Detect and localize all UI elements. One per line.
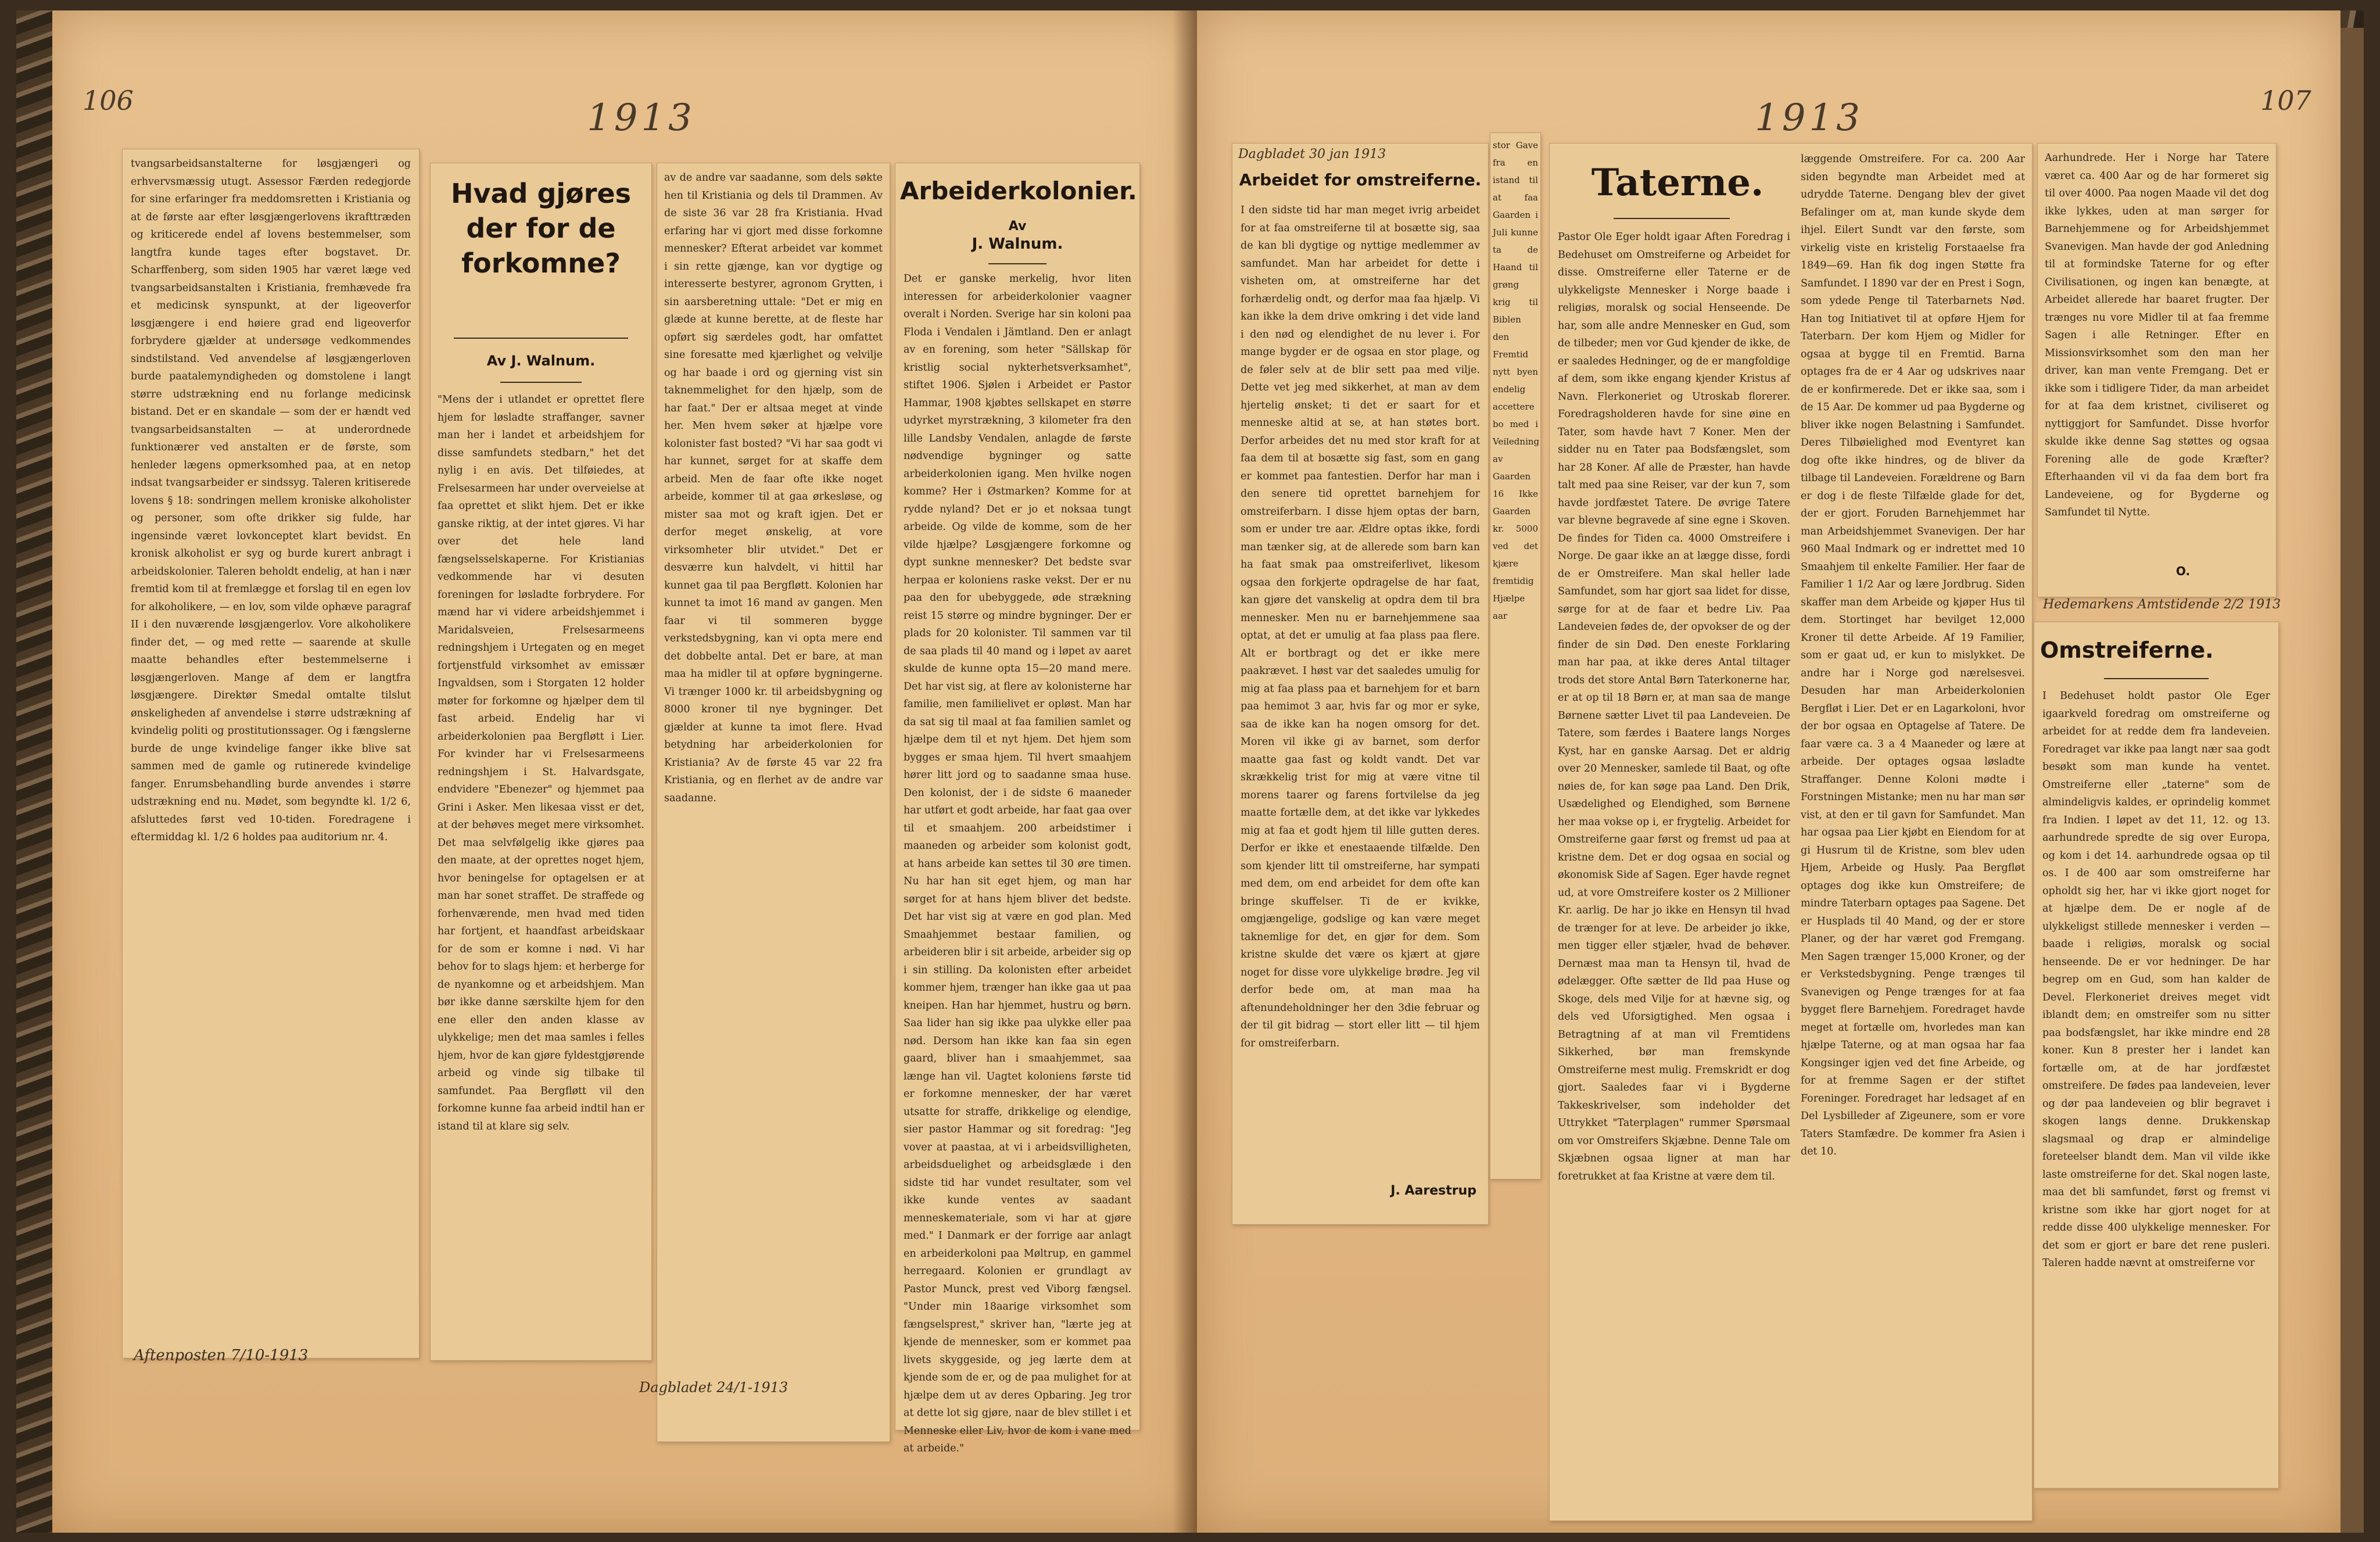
clipping-hvad-gjores-cont [657,163,890,1442]
article-author: Av J. Walnum. [486,353,596,369]
article-title: Taterne. [1591,161,1764,205]
article-body: av de andre var saadanne, som dels søkte hen til Kristiania og dels til Drammen. Av de siste 36 var 28 fra Kristiania. Hvad erfaring har vi gjort med disse forkomne mennesker? Efterat arbeidet var kommet i sin rette gjænge, kan vor dygtige og interesserte bestyrer, agronom Grytten, i sin aarsberetning uttale: "Det er mig en glæde at kunne berette, at de fleste har opført sig særdeles godt, har omfattet sine foresatte med kjærlighet og velvilje og har baade i ord og gjerning vist sin taknemmelighet for den hjælp, som de har faat." Der er altsaa meget at vinde her. Men hvem søker at hjælpe vore kolonister fast bosted? "Vi har saa godt vi har kunnet, sørget for at skaffe dem arbeid. Men de faar ofte ikke noget arbeide, kommer til at gaa ørkesløse, og mister saa mot og kraft igjen. Det er derfor meget ønskelig, at vore virksomheter blir utvidet." Det er desværre kun halvdelt, vi hittil har kunnet gaa til paa Bergfløtt. Kolonien har kunnet ta imot 16 mand av gangen. Men faar vi til sommeren bygge verkstedsbygning, kan vi opta mere end det dobbelte antal. Det er bare, at man maa ha midler til at opføre bygningerne. Vi trænger 1000 kr. til arbeidsbygning og 8000 kroner til nye bygninger. Det gjælder at kunne ta imot flere. Hvad betydning har arbeiderkolonien for Kristiania? Av de første 45 var 22 fra Kristiania, og en flerhet av de andre var saadanne. [664,172,883,804]
year-heading-left: 1913 [587,96,696,139]
article-body: tvangsarbeidsanstalterne for løsgjængeri og erhvervsmæssig utugt. Assessor Færden redegjorde for sine erfaringer fra meddomsretten i Kristiania og at de første aar efter løsgjængerlovens ikrafttræden og kriticerede endel af lovens bestemmelser, som langtfra kunde tages efter bogstavet. Dr. Scharffenberg, som siden 1905 har været læge ved tvangsarbeidsanstalten i Kristiania, fremhævede fra et medicinsk synspunkt, at der ligeoverfor løsgjængere i end høiere grad end ligeoverfor forbrydere gjælder at undersøge vedkommendes sindstilstand. Ved anvendelse af løsgjængerloven burde paatalemyndigheden og domstolene i langt større udstrækning end nu forlange medicinsk bistand. Det er en skandale — som der er hændt ved tvangsarbeidsanstalten — at underordnede funktionærer ved anstalten er de første, som henleder lægens opmerksomhed paa, at en netop indsat tvangsarbeider er sindssyg. Taleren kritiserede lovens § 18: sondringen mellem kroniske alkoholister og personer, som ofte drikker sig fulde, har ingensinde været lovkonceptet klart bevidst. En kronisk alkoholist er syg og burde kurert anbragt i arbeidskolonier. Taleren beholdt endelig, at han i nær fremtid kom til at fremlægge et forslag til en egen lov for alkoholikere, — en lov, som vilde ophæve paragraf II i den nuværende løsgjængerlov. Vore alkoholikere finder det, — og med rette — saarende at skulle maatte behandles efter bestemmelserne i løsgjængerloven. Mange af dem er langtfra løsgjængere. Direktør Smedal omtalte tilslut ønskeligheden af anvendelse i større udstrækning af kvindelig politi og prostitutionssager. Og i fængslerne burde de unge kvindelige fanger ikke blive sat sammen med de gamle og rutinerede kvindelige fanger. Enrumsbehandling burde anvendes i større udstrækning end nu. Mødet, som begyndte kl. 1/2 6, afsluttedes først ved 10-tiden. Foredragene i eftermiddag kl. 1/2 6 holdes paa auditorium nr. 4. [131,158,411,843]
clipping-omstreiferne [2034,622,2279,1489]
divider [454,338,628,339]
article-body: "Mens der i utlandet er oprettet flere hjem for løsladte straffanger, savner man her i landet et arbeidshjem for disse samfundets stedbarn," het det nylig i en avis. Det tilføiedes, at Frelsesarmeen har under overveielse at faa oprettet et slikt hjem. Det er ikke ganske riktig, at der intet gjøres. Vi har over det hele land fængselsselskaperne. For Kristianias vedkommende har vi desuten foreningen for løsladte forbrydere. For mænd har vi videre arbeidshjemmet i Maridalsveien, Frelsesarmeens redningshjem i Urtegaten og en meget fortjenstfuld virksomhet av emissær Ingvaldsen, som i Storgaten 12 holder møter for forkomne og hjælper dem til fast arbeid. Endelig har vi arbeiderkolonien paa Bergfløtt i Lier. For kvinder har vi Frelsesarmeens redningshjem i St. Halvardsgate, endvidere "Ebenezer" og hjemmet paa Grini i Asker. Men likesaa visst er det, at der behøves meget mere virksomhet. Det maa selvfølgelig ikke gjøres paa den maate, at der oprettes noget hjem, hvor beningelse for optagelsen er at man har sonet straffet. De straffede og forhenværende, men hvad med tiden har fortjent, et haandfast arbeidskaar for de som er komne i nød. Vi har behov for to slags hjem: et herberge for de nyankomne og et arbeidshjem. Man bør ikke danne særskilte hjem for den ene eller den anden klasse av ulykkelige; men det maa samles i felles hjem, hvor de kan gjøre fyldestgjørende arbeid og vinde sig tilbake til samfundet. Paa Bergfløtt vil den forkomne kunne faa arbeid indtil han er istand til at klare sig selv. [438,394,644,1132]
page-number-left: 106 [83,85,134,116]
article-author: J. Aarestrup [1390,1184,1476,1198]
handwritten-source-note: Aftenposten 7/10-1913 [134,1347,309,1364]
clipping-arbeidet-omstreiferne [1232,143,1489,1225]
divider [988,263,1046,264]
article-body-continued: læggende Omstreifere. For ca. 200 Aar siden begyndte man Arbeidet med at udrydde Taterne. Dengang blev der givet Befalinger om at, man kunde skyde dem ihjel. Eilert Sundt var den første, som virkelig viste en kristelig Forstaaelse fra 1849—69. Han fik dog ingen Støtte fra Samfundet. I 1890 var der en Prest i Sogn, som ydede Penge til Taterbarnets Nød. Han tog Initiativet til at opføre Hjem for Taterbarn. Der kom Hjem og Midler for ogsaa at bygge til en Fremtid. Barna optages fra de er 4 Aar og udskrives naar de er konfirmerede. Det er ikke saa, som i de 15 Aar. De kommer ud paa Bygderne og bliver ikke nogen Belastning i Samfundet. Deres Tilbøielighed mod Eventyret kan dog ofte ikke hindres, og de bliver da tilbage til Landeveien. Forældrene og Barn er dog i de fleste Tilfælde glade for det, der er gjort. Foruden Barnehjemmet har man Arbeidshjemmet Svanevigen. Der har 960 Maal Indmark og er indrettet med 10 Smaahjem til enkelte Familier. Her faar de Familier 1 1/2 Aar og lære Jordbrug. Siden skaffer man dem Arbeide og kjøper Hus til dem. Stortinget har bevilget 12,000 Kroner til dette Arbeide. Af 19 Familier, som er gaat ud, er kun to mislykket. De andre har i Norge god nærelsesvei. Desuden har man Arbeiderkolonien Bergfløt i Lier. Det er en Lagarkoloni, hvor der bor ogsaa en Optagelse af Tatere. De faar være ca. 3 a 4 Maaneder og lære at arbeide. Der optages ogsaa løsladte Straffanger. Denne Koloni mødte i Forstningen Mistanke; men nu har man sør vist, at den er til gavn for Samfundet. Man har ogsaa paa Lier kjøbt en Eiendom for at gi Husrum til de Kristne, som blev uden Hjem, Arbeide og Husly. Paa Bergfløt optages dog ikke kun Omstreifere; de mindre Taterbarn optages paa Sagene. Det er Husplads til 40 Mand, og der er store Planer, og der har været god Fremgang. Men Sagen trænger 15,000 Kroner, og der er Verkstedsbygning. Penge trænges til Svanevigen og Penge trænges for at faa bygget flere Barnehjem. Foredraget havde meget at fortælle om, hvorledes man kan hjælpe Taterne, og at man ogsaa har faa Kongsinger igjen ved det fine Arbeide, og for at fremme Sagen er der stiftet Foreninger. Foredraget har ledsaget af en Del Lysbilleder af Zigeunere, som er vore Taters Stamfædre. De kommer fra Asien i det 10. [1801,153,2025,1157]
clipping-arbeiderkolonier [895,163,1140,1454]
article-body: I den sidste tid har man meget ivrig arbeidet for at faa omstreiferne til at bosætte sig, saa de kan bli dygtige og nyttige medlemmer av samfundet. Man har arbeidet for dette i visheten om, at omstreiferne har det forhærdelig ondt, og derfor maa faa hjælp. Vi kan ikke la dem drive omkring i det vide land i den nød og elendighet de nu lever i. For mange bygder er de ogsaa en stor plage, og de føler selv at de blir sett paa med vilje. Dette vet jeg med sikkerhet, at man av dem hjertelig ønsket; ti det er saart for et menneske altid at se, at han støtes bort. Derfor arbeides det nu med stor kraft for at faa dem til at bosætte sig fast, som en gang er kommet paa fantestien. Derfor har man i den senere tid oprettet barnehjem for omstreiferbarn. I disse hjem optas der barn, som er under tre aar. Ældre optas ikke, fordi man tænker sig, at de allerede som barn kan ha faat smak paa omstreiferlivet, likesom ogsaa den forkjerte opdragelse de har faat, kan gjøre det vanskelig at opdra dem til bra mennesker. Men nu er barnehjemmene saa optat, at det er umulig at faa plass paa flere. Alt er bortbragt og det er ikke mere paakrævet. I høst var det saaledes umulig for mig at faa plass paa et barnehjem for et barn paa hemimot 3 aar, hvis far og mor er syke, saa de ikke kan ha nogen omsorg for det. Moren vil ikke gi av barnet, som derfor maatte gaa fast og koldt vandt. Det var skrækkelig trist for mig at være vitne til morens taarer og farens fortvilelse da jeg maatte fortælle dem, at det ikke var lykkedes mig at faa et godt hjem til lille gutten deres. Derfor er ikke et enestaaende tilfælde. Den som kjender litt til omstreiferne, har sympati med dem, om end arbeidet for dem ofte kan bringe skuffelser. Ti de er kvikke, omgjængelige, godslige og kan være meget taknemlige for det, en gjør for dem. Som kristne skulde det være os kjært at gjøre noget for disse vore ulykkelige brødre. Jeg vil derfor bede om, at man maa ha aftenundeholdninger her den 3die februar og der til git bidrag — stort eller litt — til hjem for omstreiferbarn. [1241,205,1480,1049]
article-body: Det er ganske merkelig, hvor liten interessen for arbeiderkolonier vaagner overalt i Norden. Sverige har sin koloni paa Floda i Vendalen i Jämtland. Den er anlagt av en forening, som heter "Sällskap för kristlig social nykterhetsverksamhet", stiftet 1906. Sjølen i Arbeidet er Pastor Hammar, 1908 kjøbtes sellskapet en større udyrket myrstrækning, 3 kilometer fra den lille Landsby Vendalen, anlagde de første nødvendige bygninger og satte arbeiderkolonien igang. Men hvilke nogen komme? Her i Østmarken? Komme for at rydde nyland? Det er jo et noksaa tungt arbeide. Og vilde de komme, som de her vilde hjælpe? Løsgjængere forkomne og dypt sunkne mennesker? Det bedste svar herpaa er koloniens raske vekst. Der er nu paa den for ubebyggede, øde strækning reist 15 større og mindre bygninger. Der er plads for 20 kolonister. Til sammen var til de saa plads til 40 mand og i løpet av aaret skulde de kunne opta 15—20 mand mere. Det har vist sig, at flere av kolonisterne har familie, men familielivet er opløst. Man har da sat sig til maal at faa familien samlet og hjælpe dem til et nyt hjem. Det hjem som bygges er smaa hjem. Til hvert smaahjem hører litt jord og to saadanne smaa huse. Den kolonist, der i de sidste 6 maaneder har utført et godt arbeide, har faat gaa over til et smaahjem. 200 arbeidstimer i maaneden og arbeider som kolonist godt, at hans arbeide kan settes til 30 øre timen. Nu har han sit eget hjem, og man har sørget for at hans hjem bliver det bedste. Det har vist sig at være en god plan. Med Smaahjemmet bestaar familien, og arbeideren blir i sit arbeide, arbeider sig op i sin stilling. Da kolonisten efter arbeidet kommer hjem, trænger han ikke gaa ut paa kneipen. Han har hjemmet, hustru og børn. Saa lider han sig ikke paa ulykke eller paa nød. Dersom han ikke kan faa sin egen gaard, bliver han i smaahjemmet, saa længe han vil. Uagtet koloniens første tid er forkomne mennesker, der har været utsatte for straffe, drikkelige og elendige, sier pastor Hammar og sit foredrag: "Jeg vover at paastaa, at vi i arbeidsvilligheten, arbeidsduelighet og arbeidsglæde i den sidste tid har vundet resultater, som vel ikke kunde ventes av saadant menneskemateriale, som vi har at gjøre med." I Danmark er der forrige aar anlagt en arbeiderkoloni paa Møltrup, en gammel herregaard. Kolonien er grundlagt av Pastor Munck, prest ved Viborg fængsel. "Under min 18aarige virksomhet som fængselsprest," skriver han, "lærte jeg at kjende de mennesker, som er kommet paa livets skyggeside, og jeg lærte dem at kjende som de er, og de paa mulighet for at hjælpe dem ut av deres Opbaring. Jeg tror at dette lot sig gjøre, naar de blev stillet i et Menneske eller Liv, hvor de kom i vane med at arbeide." [904,273,1131,1454]
article-body: Pastor Ole Eger holdt igaar Aften Foredrag i Bedehuset om Omstreiferne og Arbeidet for disse. Omstreiferne eller Taterne er de ulykkeligste Mennesker i Norge baade i religiøs, moralsk og social Henseende. De har, som alle andre Mennesker en Gud, som de tilbeder; men vor Gud kjender de ikke, de er saaledes Hedninger, og de er mangfoldige af dem, som ikke engang kjender Kristus af Navn. Flerkoneriet og Utroskab florerer. Foredragsholderen havde for sine øine en Tater, som havde havt 7 Koner. Men der sidder nu en Tater paa Bodsfængslet, som har 28 Koner. Af alle de Præster, han havde talt med paa sine Reiser, var der kun 7, som havde jordfæstet Tatere. De øvrige Tatere var blevne begravede af sine egne i Skoven. De findes for Tiden ca. 4000 Omstreifere i Norge. De gaar ikke an at lægge disse, fordi de er Omstreifere. Man skal heller lade Samfundet, som har gjort saa lidet for disse, sørge for at de faar et bedre Liv. Paa Landeveien fødes de, der opvokser de og der finder de sin Død. Den eneste Forklaring man har paa, at ikke deres Antal tiltager trods det store Antal Børn Taterkonerne har, er at op til 18 Børn er, at man saa de mange Børnene sætter Livet til paa Landeveien. De Tatere, som færdes i Baatere langs Norges Kyst, har en ganske Aarsag. Det er aldrig over 20 Mennesker, samlede til Baat, og ofte nøies de, for kan søge paa Land. Den Drik, Usædelighed og Elendighed, som Børnene her maa vokse op i, er frygtelig. Arbeidet for Omstreiferne gaar først og fremst ud paa at kristne dem. Det er dog ogsaa en social og økonomisk Side af Sagen. Eger havde regnet ud, at vore Omstreifere koster os 2 Millioner Kr. aarlig. De har jo ikke en Hensyn til hvad de trænger for at leve. De arbeider jo ikke, men tigger eller stjæler, hvad de behøver. Dernæst maa man ta Hensyn til, hvad de ødelægger. Ofte sætter de Ild paa Huse og Skoge, dels med Vilje for at hævne sig, og dels ved Uforsigtighed. Men ogsaa i Betragtning af at man vil Fremtidens Sikkerhed, bør man fremskynde Omstreiferne mest mulig. Fremskridt er dog gjort. Saaledes faar vi i Bygderne Takkeskrivelser, som indeholder det Uttrykket "Taterplagen" rummer Spørsmaal om vor Omstreifers Skjæbne. Denne Tale om Skjæbnen ogsaa ligner at man har foretrukket at faa Kristne at være dem til. [1558,231,1790,1182]
article-title: Hvad gjøres der for de forkomne? [450,178,632,279]
article-body: I Bedehuset holdt pastor Ole Eger igaarkveld foredrag om omstreiferne og arbeidet for at redde dem fra landeveien. Foredraget var ikke paa langt nær saa godt besøkt som man kunde ha ventet. Omstreiferne eller „taterne" som de almindeligvis kaldes, er oprindelig kommet fra Indien. I løpet av det 11, 12. og 13. aarhundrede spredte de sig over Europa, og kom i det 14. aarhundrede ogsaa op til os. I de 400 aar som omstreiferne har opholdt sig her, har vi ikke gjort noget for at hjælpe dem. De er nogle af de ulykkeligst stillede mennesker i verden — baade i religiøs, moralsk og social henseende. De er vor hedninger. De har begrep om en Gud, som han kalder de Devel. Flerkoneriet dreives meget vidt iblandt dem; en omstreifer som nu sitter paa bodsfængslet, har ikke mindre end 28 koner. Kun 8 prester her i landet kan fortælle om, at de har jordfæstet omstreifere. De fødes paa landeveien, lever og dør paa landeveien og blir begravet i skogen langs denne. Drukkenskap slagsmaal og drap er almindelige foreteelser blandt dem. Man vil vilde ikke laste omstreiferne for det. Skal nogen laste, maa det bli samfundet, først og fremst vi kristne som ikke har gjort noget for at redde disse 400 ulykkelige mennesker. For det som er gjort er bare det rene pusleri. Taleren hadde nævnt at omstreiferne vor [2042,690,2270,1269]
divider [500,382,582,383]
article-author: J. Walnum. [972,235,1063,253]
divider [1614,218,1730,219]
open-book-spread [16,10,2364,1533]
article-signature: O. [2175,564,2191,578]
clipping-hvad-gjores [430,163,652,1361]
clipping-fangearbeid [122,149,420,1358]
clipping-taterne [1549,143,2033,1521]
article-title: Arbeidet for omstreiferne. [1239,170,1482,189]
clipping-side-strip [1490,132,1541,1179]
clipping-taterne-end [2037,143,2277,597]
right-page [1197,10,2340,1533]
year-heading-right: 1913 [1755,96,1863,139]
page-number-right: 107 [2260,85,2311,116]
article-fragment: stor Gave fra en istand til at faa Gaarden i Juli kunne ta de Haand til grøng krig til Biblen den Fremtid nytt byen endelig accettere bo med i Veiledning av Gaarden 16 Ikke Gaarden kr. 5000 ved det kjære fremtidig Hjælpe aar [1493,140,1540,621]
article-title: Arbeiderkolonier. [900,177,1137,205]
article-title: Omstreiferne. [2040,637,2214,663]
handwritten-source-note: Hedemarkens Amtstidende 2/2 1913 [2043,597,2281,612]
handwritten-source-note: Dagbladet 24/1-1913 [639,1379,788,1396]
handwritten-source-note: Dagbladet 30 jan 1913 [1238,147,1386,162]
article-author-prefix: Av [1008,219,1027,234]
divider [2104,678,2209,679]
left-page [52,10,1197,1533]
article-body-continued: Aarhundrede. Her i Norge har Tatere været ca. 400 Aar og de har formeret sig til over 4000. Paa nogen Maade vil det dog ikke lykkes, uden at man sørger for Barnehjemmene og for Arbeidshjemmet Svanevigen. Man havde der god Anledning til at formindske Taterne for og efter Civilisationen, og ingen kan benægte, at Arbeidet allerede har baaret frugter. Der trænges nu vore Midler til at faa fremme Sagen i alle Retninger. Efter en Missionsvirksomhet som den man her driver, kan man vente Fremgang. Det er ikke som i tidligere Tider, da man arbeidet for at faa dem kristnet, civiliseret og nyttiggjort for Samfundet. Disse hvorfor skulde ikke denne Sag støttes og ogsaa Forening alle de gode Kræfter? Efterhaanden vil vi da faa dem bort fra Landeveiene, og for Bygderne og Samfundet til Nytte. [2045,152,2269,518]
marbled-edge-left [16,10,52,1533]
